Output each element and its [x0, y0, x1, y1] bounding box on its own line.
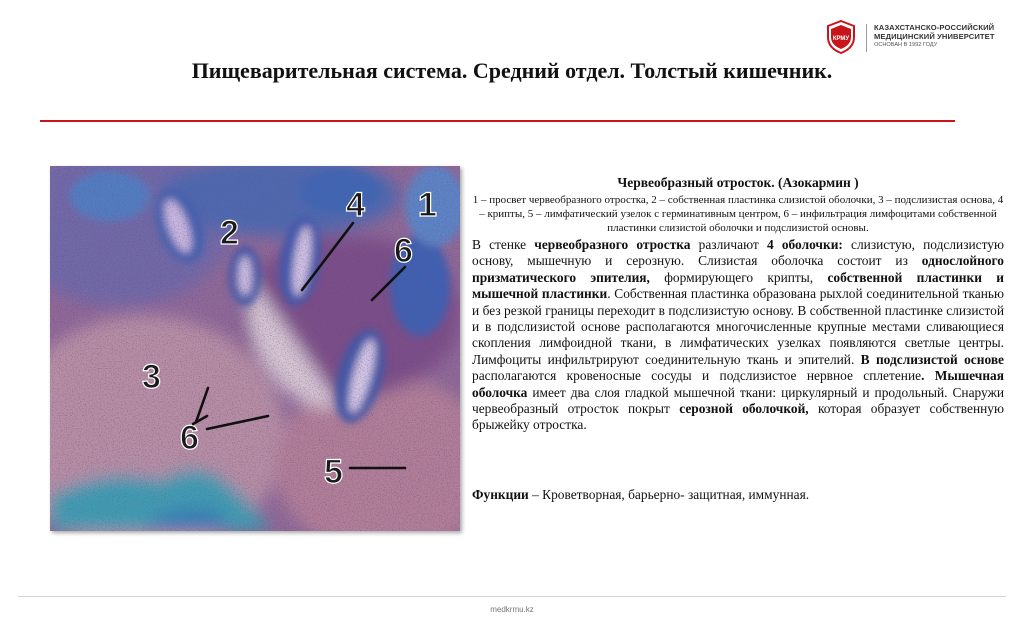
- functions-text: – Кроветворная, барьерно- защитная, иммунная.: [528, 487, 810, 502]
- description-bold: собственной пластинки и мышечной пластинки: [472, 269, 1004, 302]
- university-emblem-icon: [826, 20, 856, 54]
- figure-caption: [472, 175, 1004, 235]
- university-logo: [826, 20, 1016, 56]
- functions-line: [472, 487, 1004, 503]
- footer-divider: [18, 596, 1006, 597]
- description-bold: 4 оболочки:: [766, 237, 843, 252]
- description-text: слизистую, подслизистую основу, мышечную и серозную. Слизистая оболочка состоит из: [472, 237, 1004, 269]
- description-text: имеет два слоя гладкой мышечной ткани: циркулярный и продольный. Снаружи червеобразный отросток покрыт: [472, 384, 1004, 417]
- description-paragraph: [472, 237, 1004, 434]
- description-text: формирующего крипты,: [649, 269, 828, 285]
- logo-divider: [866, 24, 867, 52]
- figure-label-3: 3: [142, 358, 161, 396]
- figure-label-4: 4: [346, 186, 365, 224]
- logo-line-1: КАЗАХСТАНСКО-РОССИЙСКИЙ: [874, 23, 995, 32]
- logo-text: [874, 23, 1024, 50]
- description-bold: . Мышечная оболочка: [472, 368, 1004, 400]
- histology-micrograph: [50, 166, 460, 531]
- figure-label-6-lower: 6: [180, 419, 199, 457]
- description-text: которая образует собственную брыжейку отростка.: [472, 401, 1005, 433]
- description-text: . Собственная пластинка образована рыхлой соединительной тканью и без резкой границы переходит в подслизистую основу. В собственной пластинке слизистой и в подслизистой основе располагаются многочисленные крупные местами сливающиеся скопления лимфоидной ткани, в лимфатических узелках появляются светлые центры. Лимфоциты инфильтрируют соединительную ткань и эпителий.: [472, 286, 1004, 367]
- slide-title: Пищеварительная система. Средний отдел. Толстый кишечник.: [191, 58, 833, 83]
- description-bold: однослойного призматического эпителия,: [472, 253, 1004, 285]
- description-text: различают: [690, 237, 767, 252]
- figure-label-6-upper: 6: [394, 232, 413, 270]
- figure-label-5: 5: [324, 453, 343, 491]
- logo-line-3: ОСНОВАН В 1992 ГОДУ: [874, 42, 938, 48]
- caption-legend: 1 – просвет червеобразного отростка, 2 – собственная пластинка слизистой оболочки, 3 – подслизистая основа, 4 – крипты, 5 – лимфатический узелок с герминативным центром, 6 – инфильтрация лимфоцитами собственной пластинки слизистой оболочки и подслизистой основы.: [472, 194, 1004, 234]
- functions-label: Функции: [472, 487, 529, 502]
- figure-label-2: 2: [220, 214, 239, 252]
- figure-label-1: 1: [418, 186, 437, 224]
- description-bold: червеобразного отростка: [534, 237, 691, 252]
- description-text: В стенке: [472, 237, 535, 252]
- description-bold: В подслизистой основе: [860, 351, 1005, 367]
- logo-line-2: МЕДИЦИНСКИЙ УНИВЕРСИТЕТ: [874, 32, 995, 41]
- emblem-text: КРМУ: [832, 36, 850, 42]
- description-bold: серозной оболочкой,: [679, 401, 809, 417]
- description-text: располагаются кровеносные сосуды и подслизистое нервное сплетение: [472, 368, 922, 384]
- histology-image: [50, 166, 460, 531]
- caption-title: Червеобразный отросток. (Азокармин ): [617, 175, 859, 190]
- title-underline: [40, 120, 955, 122]
- footer-url: medkrmu.kz: [490, 605, 534, 614]
